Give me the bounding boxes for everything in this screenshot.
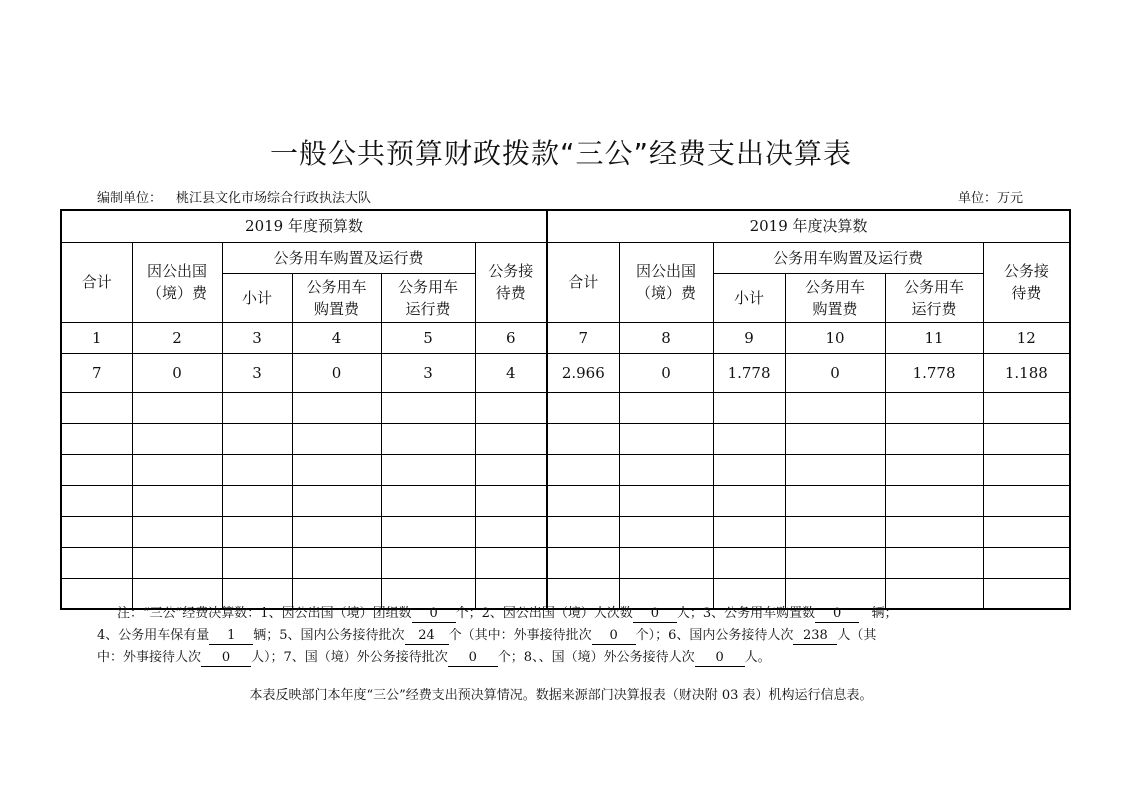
- index-cell: 7: [547, 322, 619, 353]
- header-running-actual: 公务用车 运行费: [885, 273, 983, 322]
- header-running: 公务用车 运行费: [381, 273, 475, 322]
- value-cell: 2.966: [547, 353, 619, 392]
- index-cell: 2: [132, 322, 222, 353]
- header-car-group-actual: 公务用车购置及运行费: [713, 242, 983, 273]
- notes-value: 0: [815, 606, 859, 623]
- header-reception-actual: 公务接 待费: [983, 242, 1070, 322]
- value-cell: 0: [785, 353, 885, 392]
- empty-row: [61, 516, 1070, 547]
- group-actual-header: 2019 年度决算数: [547, 210, 1070, 242]
- value-cell: 0: [619, 353, 713, 392]
- index-cell: 1: [61, 322, 132, 353]
- notes-value: 1: [209, 628, 253, 645]
- empty-row: [61, 485, 1070, 516]
- unit-label: 单位：万元: [958, 191, 1024, 206]
- index-cell: 12: [983, 322, 1070, 353]
- index-cell: 5: [381, 322, 475, 353]
- notes-value: 0: [448, 650, 498, 667]
- footer-note: 本表反映部门本年度“三公”经费支出预决算情况。数据来源部门决算报表（财决附 03 表）机构运行信息表。: [249, 688, 873, 703]
- empty-row: [61, 547, 1070, 578]
- value-cell: 7: [61, 353, 132, 392]
- notes-value: 238: [793, 628, 837, 645]
- notes-line-1: 注：“三公”经费决算数：1、因公出国（境）团组数 0 个；2、因公出国（境）人次数 0 人；3、公务用车购置数 0 辆；: [117, 606, 898, 621]
- notes-value: 24: [405, 628, 449, 645]
- value-cell: 0: [292, 353, 381, 392]
- header-total-actual: 合计: [547, 242, 619, 322]
- header-purchase-actual: 公务用车 购置费: [785, 273, 885, 322]
- header-reception: 公务接 待费: [475, 242, 547, 322]
- notes-value: 0: [633, 606, 677, 623]
- value-cell: 4: [475, 353, 547, 392]
- header-abroad: 因公出国 （境）费: [132, 242, 222, 322]
- value-row: [61, 353, 1070, 392]
- notes-line-3: 中：外事接待人次 0 人）；7、国（境）外公务接待批次 0 个；8、、国（境）外公务接待人次 0 人。: [97, 650, 771, 665]
- notes-block: [97, 603, 1035, 669]
- header-total: 合计: [61, 242, 132, 322]
- index-cell: 3: [222, 322, 292, 353]
- notes-value: 0: [412, 606, 456, 623]
- index-row: [61, 322, 1070, 353]
- value-cell: 3: [222, 353, 292, 392]
- header-abroad-actual: 因公出国 （境）费: [619, 242, 713, 322]
- value-cell: 1.778: [885, 353, 983, 392]
- org-line: [97, 187, 371, 206]
- page-title: 一般公共预算财政拨款“三公”经费支出决算表: [269, 137, 852, 170]
- expense-table: [60, 209, 1071, 610]
- notes-value: 0: [201, 650, 251, 667]
- index-cell: 4: [292, 322, 381, 353]
- header-subtotal: 小计: [222, 273, 292, 322]
- notes-line-2: 4、公务用车保有量 1 辆；5、国内公务接待批次 24 个（其中：外事接待批次 0 个）；6、国内公务接待人次 238 人（其: [97, 628, 877, 643]
- index-cell: 10: [785, 322, 885, 353]
- org-name: 桃江县文化市场综合行政执法大队: [176, 191, 372, 206]
- value-cell: 1.188: [983, 353, 1070, 392]
- empty-row: [61, 454, 1070, 485]
- value-cell: 0: [132, 353, 222, 392]
- notes-value: 0: [592, 628, 636, 645]
- header-purchase: 公务用车 购置费: [292, 273, 381, 322]
- header-car-group: 公务用车购置及运行费: [222, 242, 475, 273]
- value-cell: 3: [381, 353, 475, 392]
- index-cell: 8: [619, 322, 713, 353]
- org-label: 编制单位：: [97, 191, 163, 206]
- empty-row: [61, 392, 1070, 423]
- empty-row: [61, 423, 1070, 454]
- index-cell: 9: [713, 322, 785, 353]
- value-cell: 1.778: [713, 353, 785, 392]
- notes-value: 0: [695, 650, 745, 667]
- header-subtotal-actual: 小计: [713, 273, 785, 322]
- index-cell: 6: [475, 322, 547, 353]
- group-budget-header: 2019 年度预算数: [61, 210, 547, 242]
- index-cell: 11: [885, 322, 983, 353]
